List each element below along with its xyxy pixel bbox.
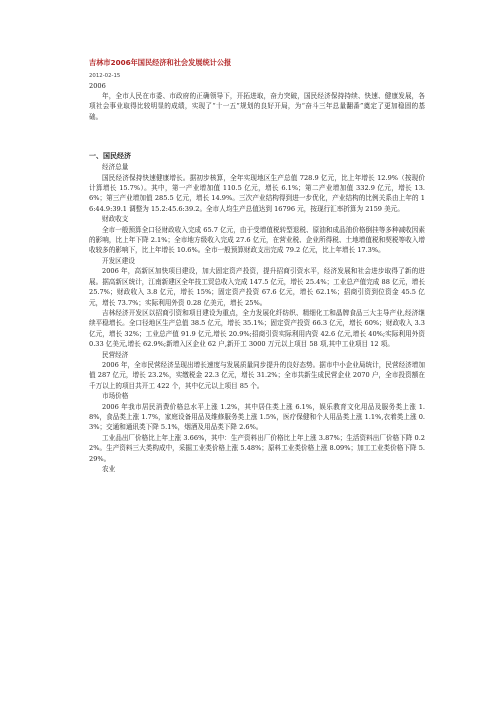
paragraph-finance: 全市一般预算全口径财政收入完成 65.7 亿元，由于受增值税转型退税、原油和成品油价格倒挂等多种减收因素的影响，比上年下降 2.1%；全市地方级收入完成 27.6 亿元，在营业税、企业所得税、土地增值税和契税等收入增收较多的影响下，比上年增长 10.6%。全市一般预算财政支出完成 79.2 亿元，比上年增长 17.3%。 — [89, 225, 425, 255]
document-title: 吉林市2006年国民经济和社会发展统计公报 — [89, 58, 232, 67]
paragraph-economic-zone: 吉林经济开发区以招商引资和项目建设为重点，全力发展化纤纺织、精细化工和晶牌食品三大主导产业,经济继续平稳增长。全口径地区生产总值 38.5 亿元，增长 35.1%；固定资产投资 66.3 亿元，增长 60%；财政收入 3.3 亿元，增长 32%；工业总产值 91.9 亿元,增长 20.9%;招商引资实际利用内资 42.6 亿元,增长 40%;实际利用外资 0.33 亿美元,增长 62.9%;新增入区企业 62 户,新开工 3000 万元以上项目 58 项,其中工业项目 12 项。 — [89, 308, 425, 349]
subheading-agriculture: 农业 — [102, 465, 116, 473]
subheading-finance: 财政收支 — [102, 215, 129, 224]
publish-date: 2012-02-15 — [89, 73, 121, 79]
intro-paragraph: 年，全市人民在市委、市政府的正确领导下，开拓进取，奋力突破，国民经济保持持续、快速、健康发展，各项社会事业取得比较明显的成绩，实现了“十一五”规划的良好开局，为“奋斗三年总量翻番”奠定了更加稳固的基础。 — [89, 92, 425, 121]
report-year: 2006 — [89, 82, 106, 90]
document-body — [89, 58, 425, 474]
paragraph-high-tech-zone: 2006 年，高新区加快项目建设，加大固定资产投资，提升招商引资水平，经济发展和社会进步取得了新的进展。据高新区统计，江南新建区全年技工贸总收入完成 147.5 亿元，增长 25.4%；工业总产值完成 88 亿元，增长 25.7%；财政收入 3.8 亿元，增长 15%；固定资产投资 67.6 亿元，增长 62.1%；招商引资到位资金 45.5 亿元，增长 73.7%；实际利用外资 0.28 亿美元，增长 25%。 — [89, 267, 425, 307]
subheading-private-economy: 民营经济 — [102, 350, 129, 359]
paragraph-private-economy: 2006 年，全市民营经济呈现出增长速度与发展质量同步提升的良好态势。据市中小企业局统计，民营经济增加值 287 亿元，增长 23.2%，实缴税金 22.3 亿元，增长 31.2%；全市共新生成民营企业 2070 户，全市投资额在千万以上的项目共开工 422 个，其中亿元以上项目 85 个。 — [89, 360, 425, 390]
paragraph-producer-prices: 工业品出厂价格比上年上涨 3.66%，其中：生产资料出厂价格比上年上涨 3.87%；生活资料出厂价格下降 0.22%。生产资料三大类构成中，采掘工业类价格上涨 5.48%；原料工业类价格上涨 8.09%；加工工业类价格下降 5.29%。 — [89, 433, 425, 463]
section-heading-economy: 一、国民经济 — [89, 152, 131, 161]
paragraph-consumer-prices: 2006 年我市居民消费价格总水平上涨 1.2%，其中居住类上涨 6.1%，娱乐教育文化用品及服务类上涨 1.8%，食品类上涨 1.7%，家庭设备用品及维修服务类上涨 1.5%，医疗保健和个人用品类上涨 1.1%,衣着类上涨 0.3%；交通和通讯类下降 5.1%，烟酒及用品类下降 2.6%。 — [89, 402, 425, 432]
paragraph-economic-total: 国民经济保持快速健康增长。据初步核算，全年实现地区生产总值 728.9 亿元，比上年增长 12.9%（按现价计算增长 15.7%）。其中，第一产业增加值 110.5 亿元，增长 6.1%；第二产业增加值 332.9 亿元，增长 13.6%；第三产业增加值 285.5 亿元，增长 14.9%。三次产业结构得到进一步优化，产业结构的比例关系由上年的 16:44.9:39.1 调整为 15.2:45.6:39.2。全市人均生产总值达到 16796 元，按现行汇率折算为 2159 美元。 — [89, 173, 425, 213]
subheading-development-zone: 开发区建设 — [102, 256, 135, 265]
subheading-market-prices: 市场价格 — [102, 392, 129, 401]
subheading-economic-total: 经济总量 — [102, 163, 129, 172]
